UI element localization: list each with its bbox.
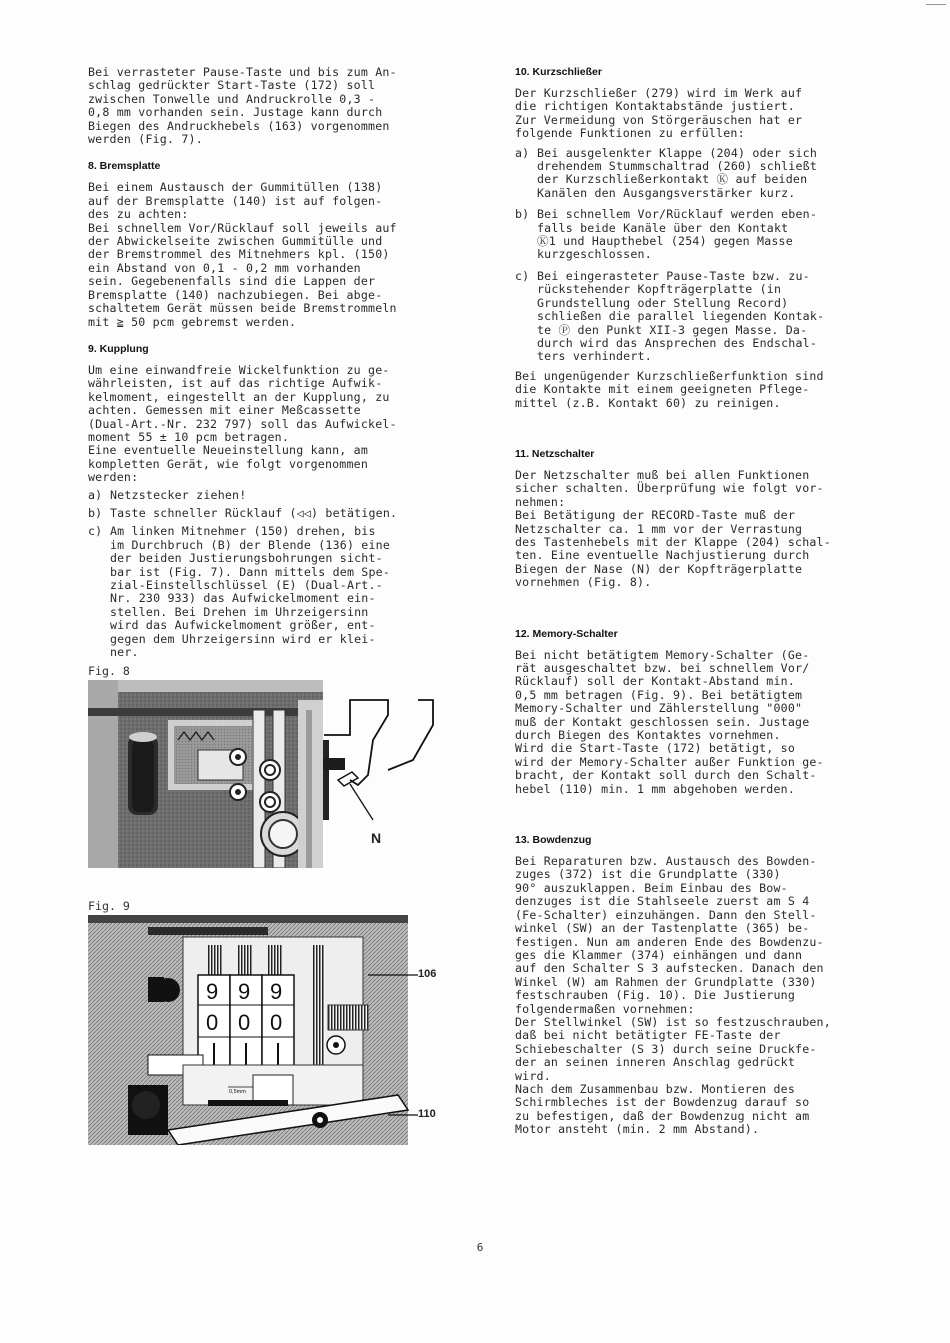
section-10-heading: 10. Kurzschließer bbox=[515, 66, 602, 78]
corner-mark bbox=[926, 4, 946, 5]
list-item-text: Bei ausgelenkter Klappe (204) oder sich drehendem Stummschaltrad (260) schließt der Kurzschließerkontakt Ⓚ auf beiden Kanälen den Ausgangsverstärker kurz. bbox=[537, 145, 818, 200]
section-8-heading: 8. Bremsplatte bbox=[88, 160, 161, 173]
section-12-body: Bei nicht betätigtem Memory-Schalter (Ge- rät ausgeschaltet bzw. bei schnellem Vor/ Rücklauf) soll der Kontakt-Abstand min. 0,5 mm betragen (Fig. 9). Bei betätigtem Memory-Schalter und Zählerstellung "000" muß der Kontakt geschlossen sein. Justage durch Biegen des Kontaktes vornehmen. Wird die Start-Taste (172) betätigt, so wird der Memory-Schalter außer Funktion ge- bracht, der Kontakt soll durch den Schalt- hebel (110) min. 1 mm abgehoben werden. bbox=[515, 647, 824, 796]
list-item bbox=[515, 270, 877, 364]
list-item bbox=[88, 507, 448, 520]
list-item-label: a) bbox=[515, 145, 530, 160]
list-item-text: Bei schnellem Vor/Rücklauf werden eben- falls beide Kanäle über den Kontakt Ⓚ1 und Haupthebel (254) gegen Masse kurzgeschlossen. bbox=[537, 207, 818, 262]
section-8-body: Bei einem Austausch der Gummitüllen (138) auf der Bremsplatte (140) ist auf folgen- des zu achten: Bei schnellem Vor/Rücklauf soll jeweils auf der Abwickelseite zwischen Gummitülle und der Bremstrommel des Mitnehmers kpl. (150) ein Abstand von 0,1 - 0,2 mm vorhanden sein. Gegebenenfalls sind die Lappen der Bremsplatte (140) nachzubiegen. Bei abge- schaltetem Gerät müssen beide Bremstrommeln mit ≧ 50 pcm gebremst werden. bbox=[88, 180, 397, 329]
list-item-text: Netzstecker ziehen! bbox=[110, 487, 247, 502]
counter-digit-top: 9 bbox=[206, 979, 219, 1005]
section-13-heading: 13. Bowdenzug bbox=[515, 834, 592, 847]
section-9-heading: 9. Kupplung bbox=[88, 342, 149, 355]
counter-digit-top: 9 bbox=[238, 979, 251, 1005]
list-item-label: b) bbox=[88, 505, 103, 520]
figure-8-illustration bbox=[88, 680, 450, 868]
list-item-label: b) bbox=[515, 207, 530, 222]
figure-8-caption: Fig. 8 bbox=[88, 664, 130, 679]
list-item-text: Taste schneller Rücklauf (◁◁) betätigen. bbox=[110, 505, 398, 520]
section-10-list bbox=[515, 147, 877, 364]
list-item-label: c) bbox=[88, 524, 103, 539]
section-10-tail: Bei ungenügender Kurzschließerfunktion sind die Kontakte mit einem geeigneten Pflege- mittel (z.B. Kontakt 60) zu reinigen. bbox=[515, 368, 824, 410]
intro-paragraph: Bei verrasteter Pause-Taste und bis zum An- schlag gedrückter Start-Taste (172) soll zwischen Tonwelle und Andruckrolle 0,3 - 0,8 mm vorhanden sein. Justage kann durch Biegen des Andruckhebels (163) vorgenommen werden (Fig. 7). bbox=[88, 65, 397, 147]
section-11-body: Der Netzschalter muß bei allen Funktionen sicher schalten. Überprüfung wie folgt vor- nehmen: Bei Betätigung der RECORD-Taste muß der Netzschalter ca. 1 mm vor der Verrastung des Tastenhebels mit der Klappe (204) schal- ten. Eine eventuelle Nachjustierung durch Biegen der Nase (N) der Kopfträgerplatte vornehmen (Fig. 8). bbox=[515, 467, 831, 590]
left-column bbox=[88, 66, 448, 1150]
section-11-heading: 11. Netzschalter bbox=[515, 447, 595, 460]
section-13-body: Bei Reparaturen bzw. Austausch des Bowden- zuges (372) ist die Grundplatte (330) 90° auszuklappen. Beim Einbau des Bow- denzuges ist die Stahlseele zuerst am S 4 (Fe-Schalter) einzuhängen. Dann den Stell- winkel (SW) an der Tastenplatte (365) be- festigen. Nun am anderen Ende des Bowdenzu- ges die Klammer (374) einhängen und dann auf den Schalter S 3 aufstecken. Danach den Winkel (W) am Rahmen der Grundplatte (330) festschrauben (Fig. 10). Die Justierung folgendermaßen vornehmen: Der Stellwinkel (SW) ist so festzuschrauben, daß bei nicht betätigter FE-Taste der Schiebeschalter (S 3) durch seine Druckfe- der an seinen inneren Anschlag gedrückt wird. Nach dem Zusammenbau bzw. Montieren des Schirmbleches ist der Bowdenzug darauf so zu befestigen, daß der Bowdenzug nicht am Motor ansteht (min. 2 mm Abstand). bbox=[515, 854, 831, 1137]
callout-106: 106 bbox=[418, 968, 437, 981]
figure-8 bbox=[88, 680, 448, 873]
list-item bbox=[515, 208, 877, 262]
figure-9 bbox=[88, 915, 448, 1150]
callout-110: 110 bbox=[418, 1108, 436, 1121]
counter-digit-bottom: 0 bbox=[206, 1010, 219, 1036]
figure-9-caption: Fig. 9 bbox=[88, 899, 130, 914]
page-number: 6 bbox=[476, 1241, 484, 1254]
section-9-body: Um eine einwandfreie Wickelfunktion zu ge- währleisten, ist auf das richtige Aufwik- kelmoment, eingestellt an der Kupplung, zu achten. Gemessen mit einer Meßcassette (Dual-Art.-Nr. 232 797) soll das Aufwickel- moment 55 ± 10 pcm betragen. Eine eventuelle Neueinstellung kann, am kompletten Gerät, wie folgt vorgenommen werden: bbox=[88, 362, 397, 485]
counter-digit-bottom: 0 bbox=[238, 1010, 251, 1036]
figure-8-callout-n: N bbox=[371, 830, 382, 847]
list-item-text: Bei eingerasteter Pause-Taste bzw. zu- rückstehender Kopfträgerplatte (in Grundstellung oder Stellung Record) schließen die parallel liegenden Kontak- te Ⓟ den Punkt XII-3 gegen Masse. Da- durch wird das Ansprechen des Endschal- ters verhindert. bbox=[537, 268, 825, 364]
section-9-steps bbox=[88, 489, 448, 660]
figure-9-dimension-label: 0,5mm bbox=[229, 1089, 246, 1096]
list-item bbox=[88, 489, 448, 502]
list-item bbox=[88, 525, 448, 659]
list-item-text: Am linken Mitnehmer (150) drehen, bis im Durchbruch (B) der Blende (136) eine der beiden Justierungsbohrungen sicht- bar ist (Fig. 7). Dann mittels dem Spe- zial-Einstellschlüssel (E) (Dual-Art.- Nr. 230 933) das Aufwickelmoment ein- stellen. Bei Drehen im Uhrzeigersinn wird das Aufwickelmoment größer, ent- gegen dem Uhrzeigersinn wird er klei- ner. bbox=[110, 524, 391, 660]
counter-digit-bottom: 0 bbox=[270, 1010, 283, 1036]
section-12-heading: 12. Memory-Schalter bbox=[515, 627, 618, 640]
counter-digit-top: 9 bbox=[270, 979, 283, 1005]
counter-digits bbox=[198, 975, 294, 1037]
list-item-label: a) bbox=[88, 487, 103, 502]
right-column bbox=[515, 66, 877, 1137]
list-item-label: c) bbox=[515, 268, 530, 283]
section-10-body: Der Kurzschließer (279) wird im Werk auf die richtigen Kontaktabstände justiert. Zur Vermeidung von Störgeräuschen hat er folgende Funktionen zu erfüllen: bbox=[515, 86, 803, 141]
list-item bbox=[515, 147, 877, 201]
